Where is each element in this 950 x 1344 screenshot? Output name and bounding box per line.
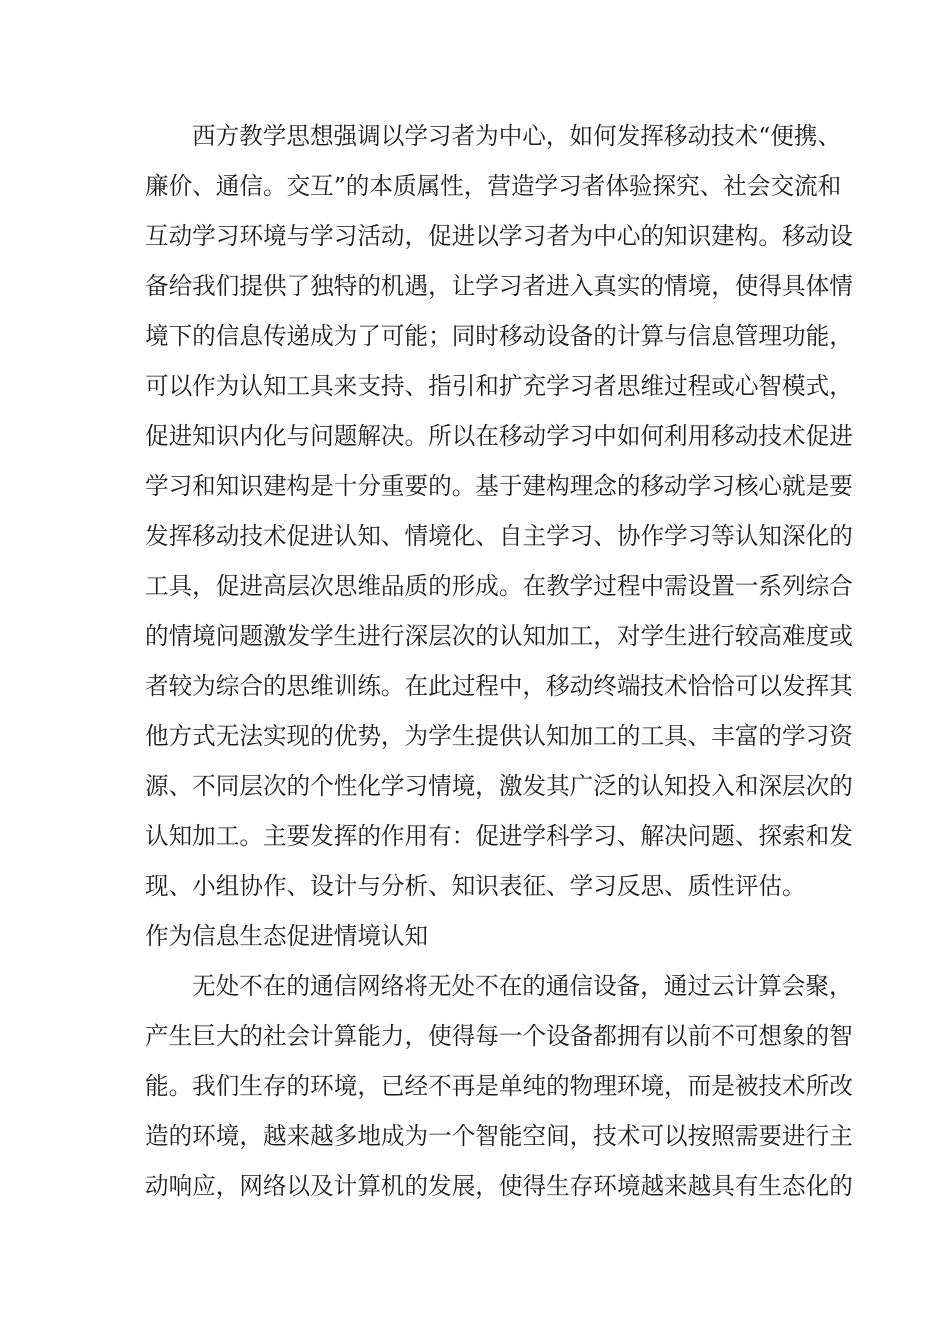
paragraph-line: 源、不同层次的个性化学习情境，激发其广泛的认知投入和深层次的 [145,772,853,800]
paragraph-line: 可以作为认知工具来支持、指引和扩充学习者思维过程或心智模式， [145,372,853,400]
paragraph-line: 现、小组协作、设计与分析、知识表征、学习反思、质性评估。 [145,872,806,900]
paragraph-line: 发挥移动技术促进认知、情境化、自主学习、协作学习等认知深化的 [145,522,853,550]
paragraph-line: 互动学习环境与学习活动，促进以学习者为中心的知识建构。移动设 [145,222,853,250]
paragraph-line: 无处不在的通信网络将无处不在的通信设备，通过云计算会聚， [192,972,853,1000]
paragraph-line: 工具，促进高层次思维品质的形成。在教学过程中需设置一系列综合 [145,572,853,600]
paragraph-line: 他方式无法实现的优势，为学生提供认知加工的工具、丰富的学习资 [145,722,853,750]
paragraph-line: 认知加工。主要发挥的作用有：促进学科学习、解决问题、探索和发 [145,822,853,850]
paragraph-line: 动响应，网络以及计算机的发展，使得生存环境越来越具有生态化的 [145,1172,853,1200]
paragraph-line: 廉价、通信。交互”的本质属性，营造学习者体验探究、社会交流和 [145,172,842,200]
paragraph-line: 促进知识内化与问题解决。所以在移动学习中如何利用移动技术促进 [145,422,853,450]
paragraph-line: 学习和知识建构是十分重要的。基于建构理念的移动学习核心就是要 [145,472,853,500]
section-heading: 作为信息生态促进情境认知 [145,922,429,950]
paragraph-line: 境下的信息传递成为了可能；同时移动设备的计算与信息管理功能， [145,322,853,350]
paragraph-line: 产生巨大的社会计算能力，使得每一个设备都拥有以前不可想象的智 [145,1022,853,1050]
paragraph-line: 的情境问题激发学生进行深层次的认知加工，对学生进行较高难度或 [145,622,853,650]
paragraph-line: 造的环境，越来越多地成为一个智能空间，技术可以按照需要进行主 [145,1122,853,1150]
paragraph-line: 者较为综合的思维训练。在此过程中，移动终端技术恰恰可以发挥其 [145,672,853,700]
paragraph-line: 能。我们生存的环境，已经不再是单纯的物理环境，而是被技术所改 [145,1072,853,1100]
paragraph-line: 备给我们提供了独特的机遇，让学习者进入真实的情境，使得具体情 [145,272,853,300]
paragraph-line: 西方教学思想强调以学习者为中心，如何发挥移动技术“便携、 [192,122,842,150]
